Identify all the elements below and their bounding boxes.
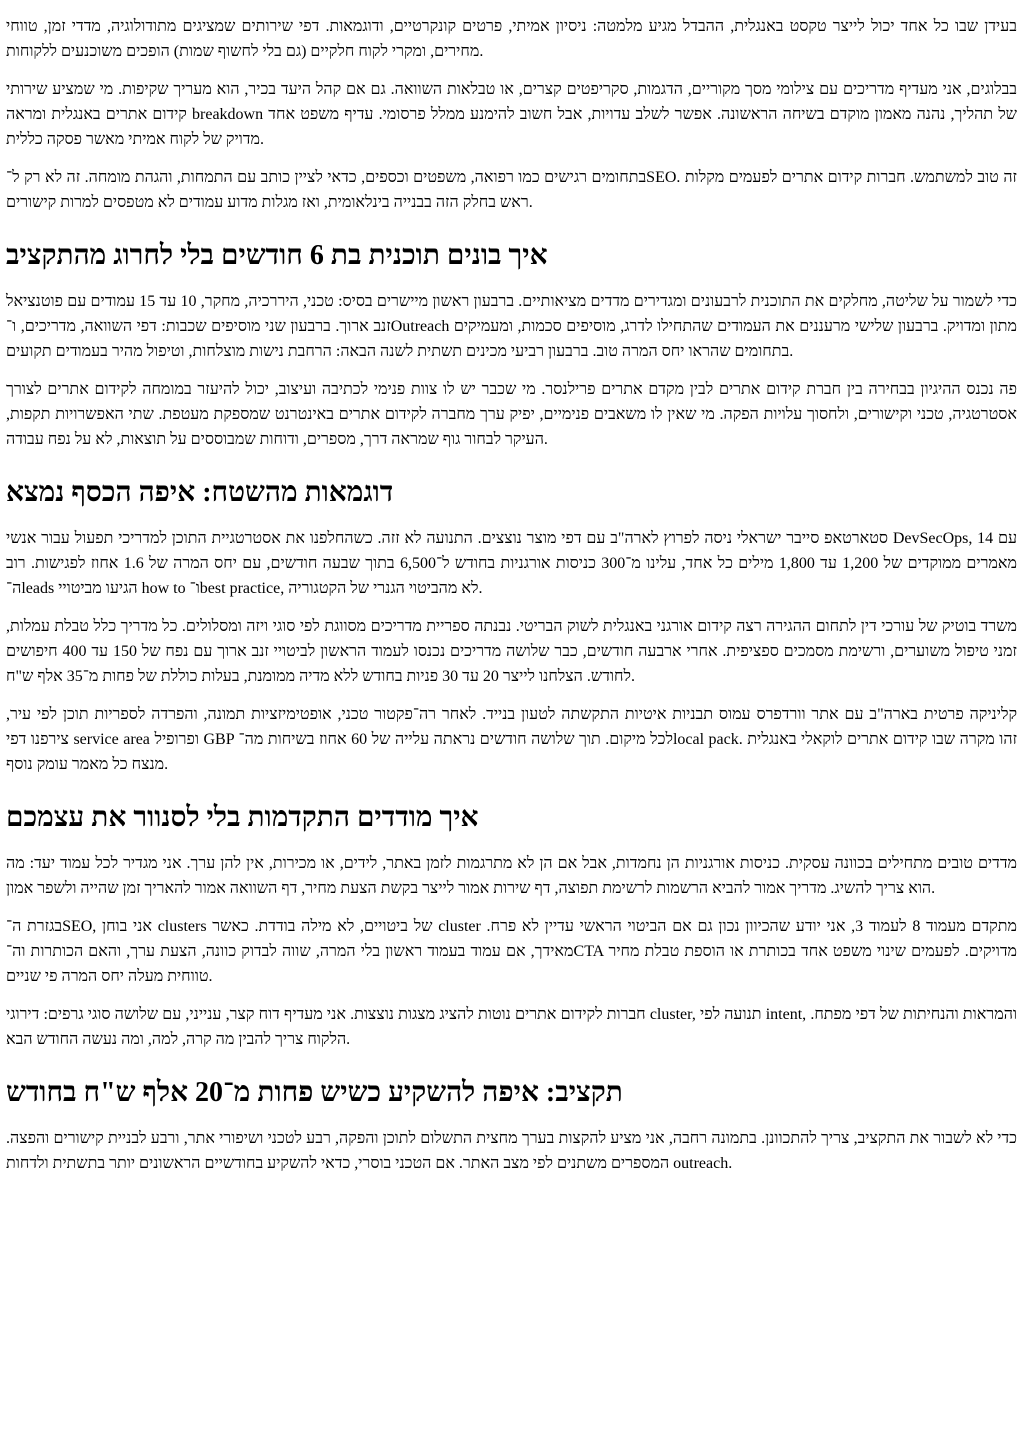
body-paragraph: משרד בוטיק של עורכי דין לתחום ההגירה רצה קידום אורגני באנגלית לשוק הבריטי. נבנתה ספריית מדריכים מסווגת לפי סוגי ויזה ומסלולים. כל מדריך כלל טבלת עמלות, זמני טיפול משוערים, ורשימת מסמכים ספציפית. אחרי ארבעה חודשים, כבר שלושה מדריכים נכנסו לעמוד הראשון לביטויי זנב ארוך עם נפח של 150 עד 400 חיפושים לחודש. הצלחנו לייצר 20 עד 30 פניות בחודש ללא מדיה ממומנת, בעלות כוללת של פחות מ־35 אלף ש"ח.: [6, 618, 1017, 685]
intro-paragraph: בתחומים רגישים כמו רפואה, משפטים וכספים, כדאי לציין כותב עם התמחות, והגהת מומחה. זה לא רק ל־SEO. זה טוב למשתמש. חברות קידום אתרים לפעמים מקלות ראש בחלק הזה בבנייה בינלאומית, ואז מגלות מדוע עמודים לא מטפסים למרות קישורים.: [6, 169, 1017, 211]
intro-paragraph: בעידן שבו כל אחד יכול לייצר טקסט באנגלית, ההבדל מגיע מלמטה: ניסיון אמיתי, פרטים קונקרטיים, ודוגמאות. דפי שירותים שמציגים מתודולוגיה, מדדי זמן, טווחי מחירים, ומקרי לקוח חלקיים (גם בלי לחשוף שמות) הופכים משוכנעים ללקוחות.: [6, 18, 1017, 60]
section-heading-examples: דוגמאות מהשטח: איפה הכסף נמצא: [6, 477, 394, 508]
intro-paragraph: בבלוגים, אני מעדיף מדריכים עם צילומי מסך מקוריים, הדגמות, סקריפטים קצרים, או טבלאות השוואה. גם אם קהל היעד בכיר, הוא מעריך שקיפות. מי שמציע שירותי קידום אתרים באנגלית ומראה breakdown של תהליך, נהנה מאמון מוקדם בשיחה הראשונה. אפשר לשלב עדויות, אבל חשוב להימנע ממלל פרסומי. עדיף משפט אחד מדויק של לקוח אמיתי מאשר פסקה כללית.: [6, 81, 1018, 148]
section-heading-metrics: איך מודדים התקדמות בלי לסנוור את עצמכם: [6, 802, 479, 833]
section-heading-budget: תקציב: איפה להשקיע כשיש פחות מ־20 אלף ש"ח בחודש: [6, 1077, 623, 1108]
body-paragraph: קליניקה פרטית בארה"ב עם אתר וורדפרס עמוס תבניות איטיות התקשתה לטעון בנייד. לאחר רה־פקטור טכני, אופטימיזציות תמונה, והפרדה לספריות תוכן לפי עיר, צירפנו דפי service area ופרופיל GBP לכל מיקום. תוך שלושה חודשים נראתה עלייה של 60 אחוז בשיחות מה־local pack. זהו מקרה שבו קידום אתרים לוקאלי באנגלית מנצח כל מאמר עומק נוסף.: [6, 706, 1018, 773]
body-paragraph: סטארטאפ סייבר ישראלי ניסה לפרוץ לארה"ב עם דפי מוצר נוצצים. התנועה לא זזה. כשהחלפנו את אסטרטגיית התוכן למדריכי תפעול עבור אנשי DevSecOps, עם 14 מאמרים ממוקדים של 1,200 עד 1,800 מילים כל אחד, עלינו מ־300 כניסות אורגניות בחודש ל־6,500 בתוך שבעה חודשים, עם יחס המרה של 1.6 אחוז לפגישות. רוב ה־leads הגיעו מביטויי how to ו־best practice, לא מהביטוי הגנרי של הקטגוריה.: [6, 530, 1018, 597]
body-paragraph: כדי לא לשבור את התקציב, צריך להתכוונן. בתמונה רחבה, אני מציע להקצות בערך מחצית התשלום לתוכן והפקה, רבע לטכני ושיפורי אתר, ורבע לבניית קישורים והפצה. המספרים משתנים לפי מצב האתר. אם הטכני בוסרי, כדאי להשקיע בחודשיים הראשונים יותר בתשתית ולדחות outreach.: [6, 1130, 1017, 1172]
body-paragraph: פה נכנס ההיגיון בבחירה בין חברת קידום אתרים לבין מקדם אתרים פרילנסר. מי שכבר יש לו צוות פנימי לכתיבה ועיצוב, יכול להיעזר במומחה לקידום אתרים לצורך אסטרטגיה, טכני וקישורים, ולחסוך עלויות הפקה. מי שאין לו משאבים פנימיים, יפיק ערך מחברה לקידום אתרים באינטרנט שמספקת מעטפת. שתי האפשרויות תקפות, העיקר לבחור גוף שמראה דרך, מספרים, ודוחות שמבוססים על תוצאות, לא על נפח עבודה.: [6, 381, 1017, 448]
body-paragraph: מדדים טובים מתחילים בכוונה עסקית. כניסות אורגניות הן נחמדות, אבל אם הן לא מתרגמות לזמן באתר, לידים, או מכירות, אין להן ערך. אני מגדיר לכל עמוד יעד: מה הוא צריך להשיג. מדריך אמור להביא הרשמות לרשימת תפוצה, דף שירות אמור לייצר בקשת הצעת מחיר, דף השוואה אמור להאריך זמן שהייה ולשפר אמון.: [6, 855, 1017, 897]
body-paragraph: חברות לקידום אתרים נוטות להציג מצגות נוצצות. אני מעדיף דוח קצר, ענייני, עם שלושה סוגי גרפים: דירוגי cluster, תנועה לפי intent, והמראות והנחיתות של דפי מפתח. הלקוח צריך להבין מה קרה, למה, ומה נעשה החודש הבא.: [6, 1006, 1018, 1048]
section-heading-plan: איך בונים תוכנית בת 6 חודשים בלי לחרוג מהתקציב: [6, 240, 548, 271]
body-paragraph: בגזרת ה־SEO, אני בוחן clusters של ביטויים, לא מילה בודדת. כאשר cluster מתקדם מעמוד 8 לעמוד 3, אני יודע שהכיוון נכון גם אם הביטוי הראשי עדיין לא פרח. מאידך, אם עמוד בעמוד ראשון בלי המרה, שווה לבדוק כוונה, הצעת ערך, והאם הכותרות וה־CTA מדויקים. לפעמים שינוי משפט אחד בכותרת או הוספת טבלת מחיר טווחית מעלה יחס המרה פי שניים.: [6, 918, 1018, 985]
body-paragraph: כדי לשמור על שליטה, מחלקים את התוכנית לרבעונים ומגדירים מדדים מציאותיים. ברבעון ראשון מיישרים בסיס: טכני, היררכיה, מחקר, 10 עד 15 עמודים עם פוטנציאל זנב ארוך. ברבעון שני מוסיפים שכבות: דפי השוואה, מדריכים, ו־Outreach מתון ומדויק. ברבעון שלישי מרעננים את העמודים שהתחילו לדרג, מוסיפים סכמות, ומעמיקים בתחומים שהראו יחס המרה טוב. ברבעון רביעי מכינים תשתית לשנה הבאה: הרחבת נישות מוצלחות, וטיפול מהיר בעמודים תקועים.: [6, 293, 1018, 360]
